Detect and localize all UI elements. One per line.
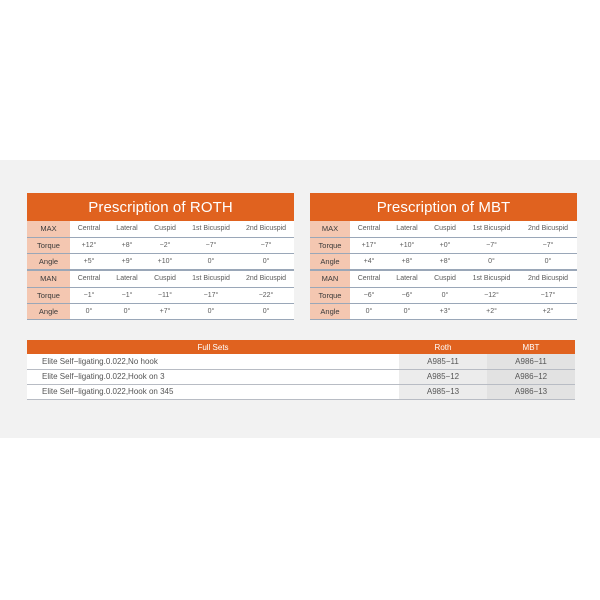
- roth-man-angle-value: 0°: [70, 303, 108, 319]
- mbt-tooth-header: Lateral: [388, 271, 426, 287]
- mbt-tooth-header: Central: [350, 221, 388, 237]
- mbt-code: A986−13: [487, 384, 575, 399]
- roth-code: A985−11: [399, 354, 487, 369]
- mbt-title: Prescription of MBT: [310, 193, 577, 221]
- roth-man-torque-value: −11°: [146, 287, 184, 303]
- roth-tooth-header: Cuspid: [146, 221, 184, 237]
- roth-man-angle-value: 0°: [184, 303, 238, 319]
- roth-max-angle-value: 0°: [238, 253, 294, 269]
- roth-max-angle-value: +5°: [70, 253, 108, 269]
- roth-code: A985−12: [399, 369, 487, 384]
- mbt-max-torque-label: Torque: [310, 237, 350, 253]
- roth-max-torque-label: Torque: [27, 237, 70, 253]
- roth-tooth-header: Central: [70, 271, 108, 287]
- table-row: [27, 384, 575, 399]
- roth-man-torque-value: −1°: [70, 287, 108, 303]
- mbt-man-torque-value: −12°: [464, 287, 519, 303]
- mbt-man-torque-value: −6°: [350, 287, 388, 303]
- roth-code: A985−13: [399, 384, 487, 399]
- mbt-max-angle-value: +8°: [426, 253, 464, 269]
- mbt-man-torque-value: −17°: [519, 287, 577, 303]
- roth-title: Prescription of ROTH: [27, 193, 294, 221]
- roth-max-torque-value: −2°: [146, 237, 184, 253]
- roth-man-torque-value: −1°: [108, 287, 146, 303]
- full-sets-header: Full Sets: [27, 340, 399, 354]
- set-name: Elite Self−ligating.0.022,No hook: [27, 354, 399, 369]
- set-name: Elite Self−ligating.0.022,Hook on 3: [27, 369, 399, 384]
- roth-tooth-header: Lateral: [108, 271, 146, 287]
- mbt-code: A986−11: [487, 354, 575, 369]
- mbt-tooth-header: 1st Bicuspid: [464, 221, 519, 237]
- roth-man-angle-value: 0°: [108, 303, 146, 319]
- roth-man-angle-value: +7°: [146, 303, 184, 319]
- roth-max-angle-value: +9°: [108, 253, 146, 269]
- mbt-max-angle-value: +8°: [388, 253, 426, 269]
- mbt-max-torque-value: −7°: [464, 237, 519, 253]
- roth-man-torque-label: Torque: [27, 287, 70, 303]
- mbt-code: A986−12: [487, 369, 575, 384]
- mbt-max-angle-value: 0°: [519, 253, 577, 269]
- mbt-man-torque-value: −6°: [388, 287, 426, 303]
- roth-max-torque-value: −7°: [184, 237, 238, 253]
- roth-man-angle-value: 0°: [238, 303, 294, 319]
- mbt-column-header: MBT: [487, 340, 575, 354]
- mbt-tooth-header: 2nd Bicuspid: [519, 221, 577, 237]
- mbt-max-angle-value: +4°: [350, 253, 388, 269]
- mbt-max-torque-value: +0°: [426, 237, 464, 253]
- roth-tooth-header: Central: [70, 221, 108, 237]
- mbt-man-angle-label: Angle: [310, 303, 350, 319]
- mbt-man-angle-value: +3°: [426, 303, 464, 319]
- roth-man-torque-value: −17°: [184, 287, 238, 303]
- roth-man-label: MAN: [27, 271, 70, 287]
- mbt-tooth-header: Cuspid: [426, 271, 464, 287]
- roth-max-label: MAX: [27, 221, 70, 237]
- roth-max-torque-value: −7°: [238, 237, 294, 253]
- roth-max-angle-value: 0°: [184, 253, 238, 269]
- roth-max-angle-label: Angle: [27, 253, 70, 269]
- roth-max-angle-value: +10°: [146, 253, 184, 269]
- table-row: [27, 369, 575, 384]
- mbt-max-torque-value: +10°: [388, 237, 426, 253]
- roth-tooth-header: Lateral: [108, 221, 146, 237]
- mbt-tooth-header: Cuspid: [426, 221, 464, 237]
- mbt-man-torque-label: Torque: [310, 287, 350, 303]
- roth-man-torque-value: −22°: [238, 287, 294, 303]
- mbt-max-label: MAX: [310, 221, 350, 237]
- mbt-prescription-table: [310, 193, 577, 320]
- mbt-man-angle-value: +2°: [464, 303, 519, 319]
- full-sets-table: [27, 340, 575, 400]
- mbt-max-torque-value: −7°: [519, 237, 577, 253]
- roth-max-torque-value: +12°: [70, 237, 108, 253]
- roth-tooth-header: 1st Bicuspid: [184, 221, 238, 237]
- set-name: Elite Self−ligating.0.022,Hook on 345: [27, 384, 399, 399]
- mbt-man-angle-value: 0°: [388, 303, 426, 319]
- mbt-max-angle-value: 0°: [464, 253, 519, 269]
- roth-tooth-header: 1st Bicuspid: [184, 271, 238, 287]
- roth-man-angle-label: Angle: [27, 303, 70, 319]
- roth-column-header: Roth: [399, 340, 487, 354]
- mbt-tooth-header: 1st Bicuspid: [464, 271, 519, 287]
- roth-tooth-header: Cuspid: [146, 271, 184, 287]
- table-row: [27, 354, 575, 369]
- roth-tooth-header: 2nd Bicuspid: [238, 271, 294, 287]
- mbt-tooth-header: Lateral: [388, 221, 426, 237]
- mbt-man-label: MAN: [310, 271, 350, 287]
- roth-tooth-header: 2nd Bicuspid: [238, 221, 294, 237]
- roth-max-torque-value: +8°: [108, 237, 146, 253]
- mbt-man-angle-value: +2°: [519, 303, 577, 319]
- mbt-tooth-header: 2nd Bicuspid: [519, 271, 577, 287]
- mbt-man-torque-value: 0°: [426, 287, 464, 303]
- mbt-man-angle-value: 0°: [350, 303, 388, 319]
- roth-prescription-table: [27, 193, 294, 320]
- mbt-tooth-header: Central: [350, 271, 388, 287]
- mbt-max-torque-value: +17°: [350, 237, 388, 253]
- mbt-max-angle-label: Angle: [310, 253, 350, 269]
